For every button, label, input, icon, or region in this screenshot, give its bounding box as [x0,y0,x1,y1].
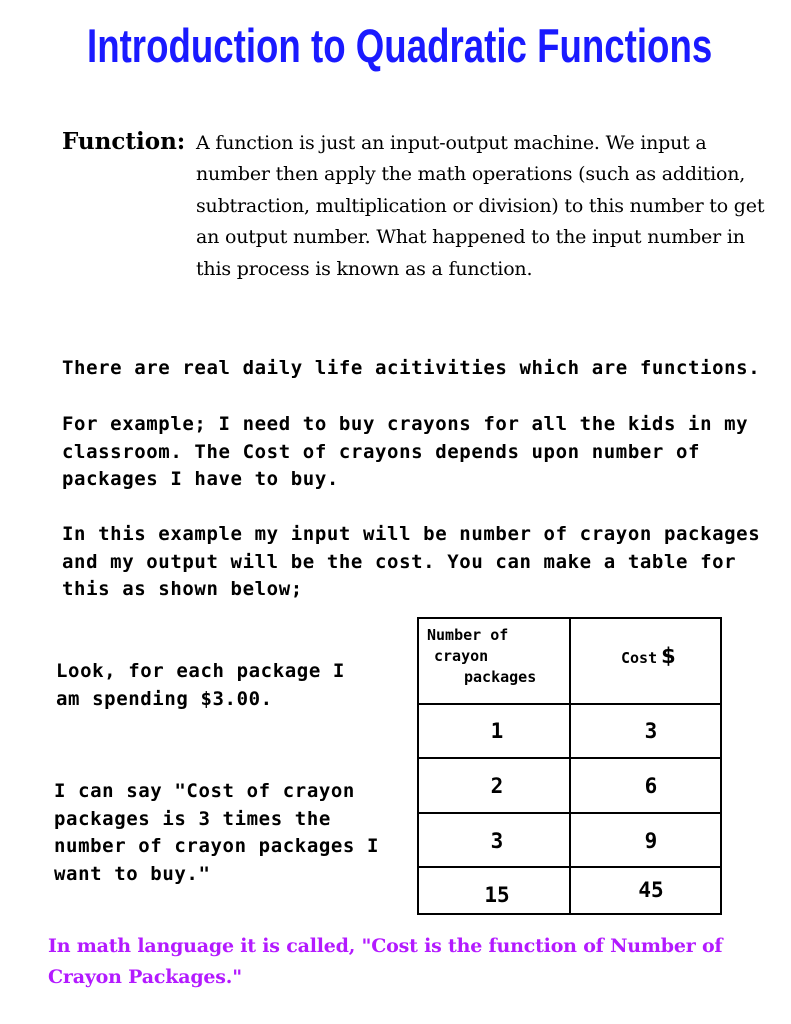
table-header-divider [419,703,720,705]
packages-header-line: packages [464,668,537,686]
function-term: Function: [62,128,186,155]
input-output-paragraph: In this example my input will be number of crayon packages and my output will be the cost. You can make a table for this as shown below; [62,523,761,600]
function-definition: A function is just an input-output machine. We input a number then apply the math operations (such as addition, subtraction, multiplication or division) to this number to get an output number. What happened to the input number in this process is known as a function. [196,132,765,280]
crayon-example-paragraph: For example; I need to buy crayons for all the kids in my classroom. The Cost of crayons depends upon number of packages I have to buy. [62,413,749,490]
table-column-divider [569,619,571,913]
table-cell-packages: 15 [484,883,510,907]
packages-header-line: crayon [434,647,489,665]
table-cell-packages: 1 [490,719,504,743]
packages-header-line: Number of [427,626,509,644]
table-cell-cost: 3 [644,719,658,743]
cost-header-label: Cost [621,649,658,667]
cost-column-header [621,644,676,668]
table-cell-packages: 2 [490,774,504,798]
daily-life-paragraph: There are real daily life acitivities which are functions. [62,357,761,379]
crayon-cost-table [417,617,722,915]
dollar-symbol: $ [661,644,676,668]
table-cell-cost: 45 [638,878,664,902]
table-cell-packages: 3 [490,829,504,853]
table-cell-cost: 6 [644,774,658,798]
table-row-divider [419,812,720,814]
table-row-divider [419,757,720,759]
math-language-note: In math language it is called, "Cost is the function of Number of Crayon Packages." [48,935,723,988]
cost-statement: I can say "Cost of crayon packages is 3 times the number of crayon packages I want to buy." [54,780,380,885]
packages-column-header [427,625,536,688]
page-title: Introduction to Quadratic Functions [87,19,713,72]
per-package-note: Look, for each package I am spending $3.00. [56,660,345,710]
table-cell-cost: 9 [644,829,658,853]
table-row-divider [419,866,720,868]
